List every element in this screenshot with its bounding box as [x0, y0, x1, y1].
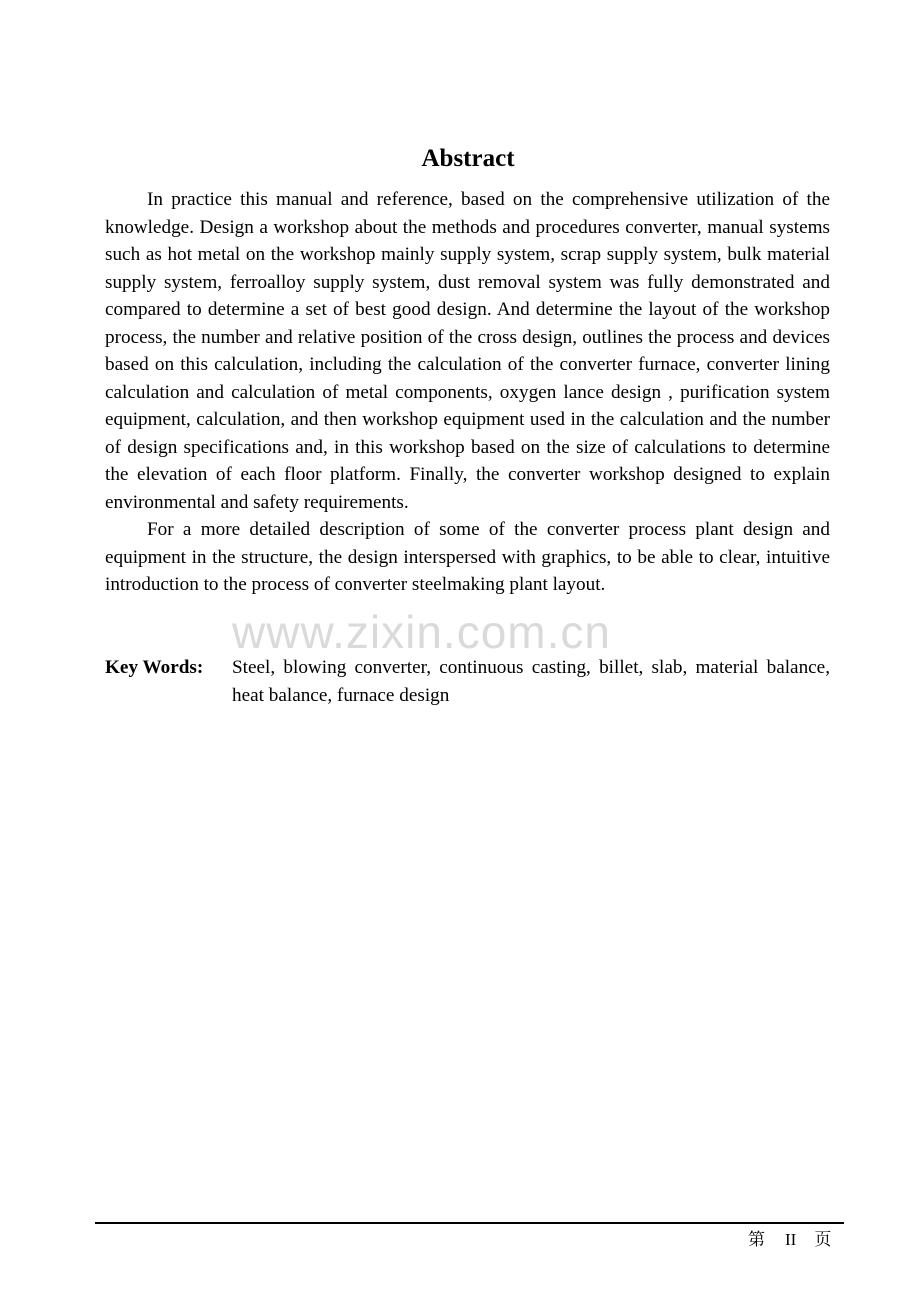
page-number: [748, 1228, 831, 1252]
page-number-prefix: 第: [748, 1230, 765, 1249]
keywords-block: [105, 654, 830, 709]
watermark: www.zixin.com.cn: [232, 606, 611, 658]
abstract-paragraph-2: For a more detailed description of some of the converter process plant design and equipment in the structure, the design interspersed with graphics, to be able to clear, intuitive introduction to the process of converter steelmaking plant layout.: [105, 519, 830, 595]
page-number-suffix: 页: [814, 1230, 832, 1249]
page-number-value: II: [785, 1230, 797, 1249]
footer-divider: [95, 1222, 844, 1224]
abstract-paragraph-1: In practice this manual and reference, based on the comprehensive utilization of the knowledge. Design a workshop about the methods and procedures converter, manual systems such as hot metal on the workshop mainly supply system, scrap supply system, bulk material supply system, ferroalloy supply system, dust removal system was fully demonstrated and compared to determine a set of best good design. And determine the layout of the workshop process, the number and relative position of the cross design, outlines the process and devices based on this calculation, including the calculation of the converter furnace, converter lining calculation and calculation of metal components, oxygen lance design , purification system equipment, calculation, and then workshop equipment used in the calculation and the number of design specifications and, in this workshop based on the size of calculations to determine the elevation of each floor platform. Finally, the converter workshop designed to explain environmental and safety requirements.: [105, 189, 830, 513]
keywords-text: Steel, blowing converter, continuous casting, billet, slab, material balance, heat balance, furnace design: [232, 657, 830, 706]
keywords-label: Key Words:: [105, 657, 204, 678]
abstract-body: [105, 186, 830, 599]
page-title: Abstract: [421, 145, 515, 172]
